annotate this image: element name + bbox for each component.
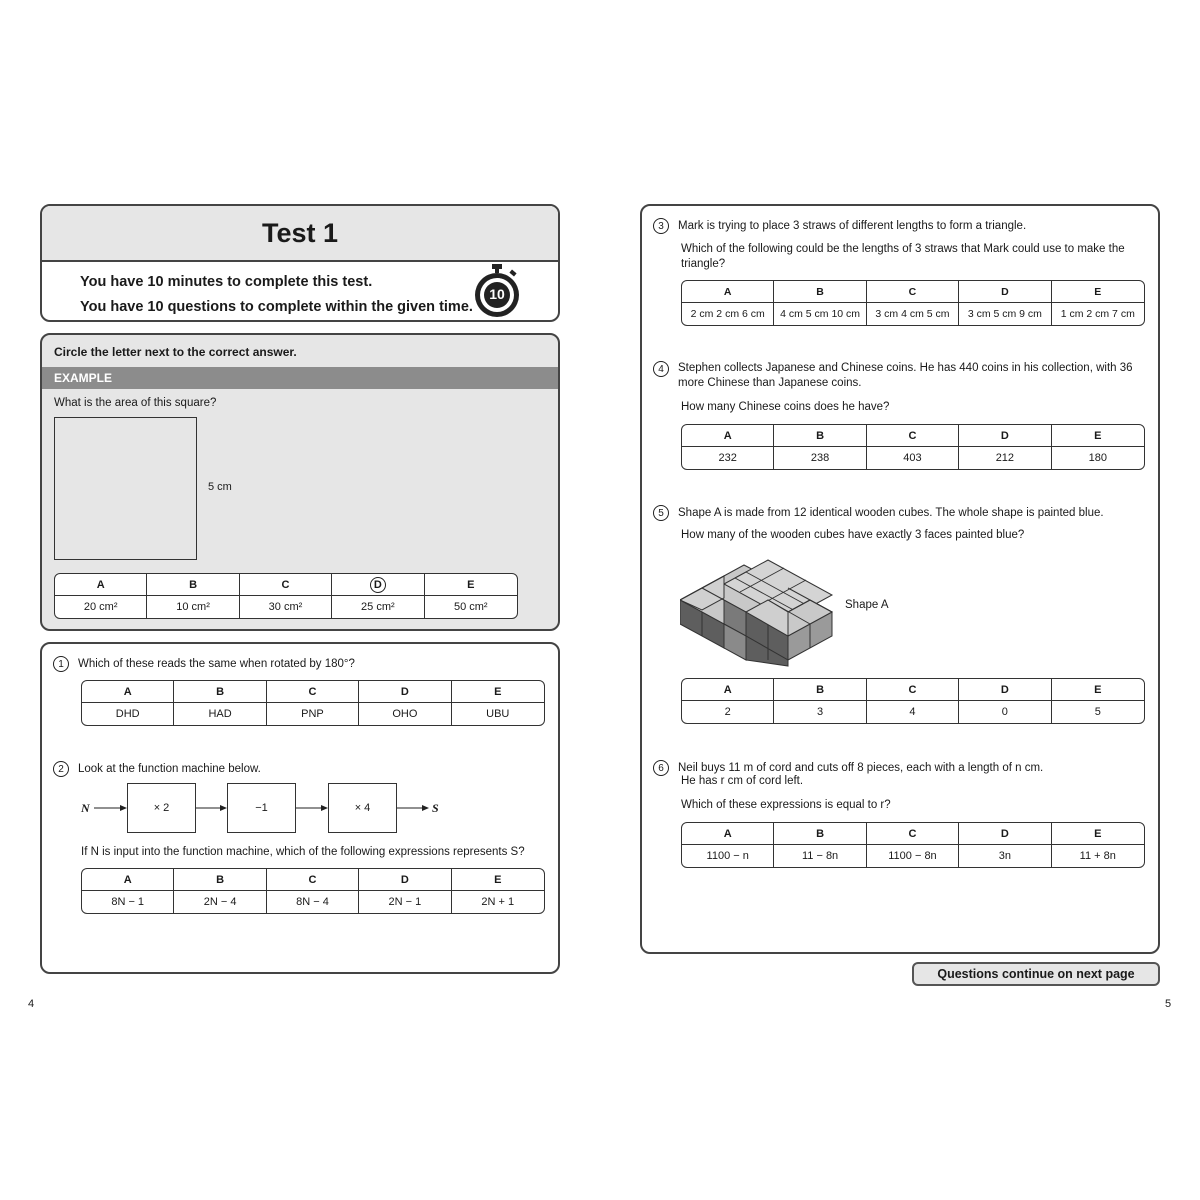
question-number: 1: [53, 656, 69, 672]
answer-letter[interactable]: C: [240, 574, 332, 596]
answer-letter[interactable]: E: [1052, 823, 1144, 845]
answer-value: 4: [867, 701, 959, 723]
question-6: [653, 760, 1043, 776]
question-text: Neil buys 11 m of cord and cuts off 8 pieces, each with a length of n cm.: [678, 762, 1044, 775]
answer-value: 232: [682, 447, 774, 469]
question-number: 4: [653, 361, 669, 377]
continue-banner: Questions continue on next page: [912, 962, 1160, 986]
question-4: [653, 361, 1153, 391]
q3-answer-table: [681, 280, 1145, 326]
question-number: 2: [53, 761, 69, 777]
answer-value: 403: [867, 447, 959, 469]
answer-letter[interactable]: D: [959, 823, 1051, 845]
answer-letter[interactable]: E: [452, 869, 544, 891]
answer-letter[interactable]: D: [959, 679, 1051, 701]
answer-letter[interactable]: B: [774, 281, 866, 303]
machine-step-1: × 2: [127, 783, 196, 833]
answer-letter[interactable]: B: [147, 574, 239, 596]
answer-value: PNP: [267, 703, 359, 725]
cube-shape-diagram: [680, 552, 840, 668]
square-diagram: [54, 417, 197, 560]
answer-letter[interactable]: B: [774, 679, 866, 701]
question-3-prompt: Which of the following could be the lengths of 3 straws that Mark could use to make the triangle?: [681, 243, 1125, 270]
question-number: 3: [653, 218, 669, 234]
instruction-text: Circle the letter next to the correct answer.: [54, 345, 297, 359]
question-2-prompt: If N is input into the function machine, which of the following expressions represents S?: [81, 846, 525, 858]
question-5-prompt: How many of the wooden cubes have exactly 3 faces painted blue?: [681, 529, 1025, 541]
example-question: What is the area of this square?: [54, 397, 217, 409]
answer-letter[interactable]: C: [867, 679, 959, 701]
answer-letter[interactable]: E: [1052, 281, 1144, 303]
answer-letter[interactable]: A: [82, 869, 174, 891]
page-number-right: 5: [1165, 998, 1172, 1010]
example-answer-table: [54, 573, 518, 619]
q2-answer-table: [81, 868, 545, 914]
answer-letter[interactable]: D: [359, 869, 451, 891]
q4-answer-table: [681, 424, 1145, 470]
answer-letter[interactable]: B: [774, 425, 866, 447]
question-text: Shape A is made from 12 identical wooden cubes. The whole shape is painted blue.: [678, 507, 1104, 520]
answer-letter[interactable]: D: [959, 425, 1051, 447]
answer-letter[interactable]: A: [682, 281, 774, 303]
machine-step-3: × 4: [328, 783, 397, 833]
question-count-instruction: You have 10 questions to complete within the given time.: [80, 299, 473, 315]
answer-letter[interactable]: C: [867, 425, 959, 447]
answer-letter[interactable]: B: [174, 681, 266, 703]
answer-letter-circled[interactable]: [332, 574, 424, 596]
answer-value: 50 cm²: [453, 601, 488, 613]
timer-value: 10: [489, 286, 505, 302]
answer-value: UBU: [486, 708, 510, 720]
question-6-line2: He has r cm of cord left.: [681, 775, 804, 787]
question-3: [653, 218, 1026, 234]
answer-letter[interactable]: E: [452, 681, 544, 703]
question-text: Stephen collects Japanese and Chinese coins. He has 440 coins in his collection, with 36 more Chinese than Japanese coins.: [678, 362, 1133, 389]
answer-value: 2N − 1: [359, 891, 451, 913]
answer-value: 11 − 8n: [774, 845, 866, 867]
answer-value: 20 cm²: [55, 596, 147, 618]
shape-label: Shape A: [845, 599, 889, 611]
answer-letter[interactable]: D: [959, 281, 1051, 303]
circled-answer: D: [370, 577, 386, 593]
answer-letter[interactable]: A: [682, 823, 774, 845]
answer-value: 8N − 1: [82, 891, 174, 913]
machine-output: S: [432, 801, 439, 815]
answer-value: 3 cm 5 cm 9 cm: [959, 303, 1051, 325]
page-number-left: 4: [28, 998, 35, 1010]
q6-answer-table: [681, 822, 1145, 868]
machine-input: N: [81, 801, 90, 815]
answer-letter[interactable]: C: [867, 281, 959, 303]
square-side-label: 5 cm: [208, 481, 232, 493]
question-number: 5: [653, 505, 669, 521]
answer-value: 5: [1094, 706, 1101, 718]
answer-letter[interactable]: D: [359, 681, 451, 703]
answer-letter[interactable]: B: [174, 869, 266, 891]
answer-letter[interactable]: E: [425, 574, 517, 596]
answer-value: 3: [774, 701, 866, 723]
question-2: [53, 761, 261, 777]
answer-letter[interactable]: E: [1052, 425, 1144, 447]
answer-value: 180: [1088, 452, 1107, 464]
answer-value: 1 cm 2 cm 7 cm: [1060, 308, 1135, 320]
answer-letter[interactable]: C: [267, 681, 359, 703]
answer-letter[interactable]: B: [774, 823, 866, 845]
question-1: [53, 656, 355, 672]
answer-value: 2: [682, 701, 774, 723]
test-title: Test 1: [42, 206, 558, 262]
answer-value: 8N − 4: [267, 891, 359, 913]
example-bar: EXAMPLE: [42, 367, 558, 389]
machine-step-2: −1: [227, 783, 296, 833]
answer-letter[interactable]: C: [267, 869, 359, 891]
answer-letter[interactable]: A: [55, 574, 147, 596]
answer-value: 212: [959, 447, 1051, 469]
answer-value: 1100 − n: [682, 845, 774, 867]
answer-letter[interactable]: A: [682, 679, 774, 701]
answer-letter[interactable]: A: [82, 681, 174, 703]
question-text: Look at the function machine below.: [78, 763, 261, 776]
answer-value: DHD: [82, 703, 174, 725]
answer-value: 11 + 8n: [1079, 850, 1116, 862]
question-4-prompt: How many Chinese coins does he have?: [681, 401, 890, 413]
answer-value: 3n: [959, 845, 1051, 867]
answer-value: 30 cm²: [240, 596, 332, 618]
stopwatch-icon: [472, 264, 522, 322]
answer-value: 2N − 4: [174, 891, 266, 913]
example-panel: [40, 333, 560, 631]
test-header: [40, 204, 560, 322]
time-instruction: You have 10 minutes to complete this test.: [80, 274, 373, 290]
question-number: 6: [653, 760, 669, 776]
answer-letter[interactable]: C: [867, 823, 959, 845]
answer-letter[interactable]: E: [1052, 679, 1144, 701]
answer-value: 2N + 1: [481, 896, 515, 908]
answer-value: 238: [774, 447, 866, 469]
answer-value: 3 cm 4 cm 5 cm: [867, 303, 959, 325]
answer-value: OHO: [359, 703, 451, 725]
answer-value: HAD: [174, 703, 266, 725]
answer-value: 4 cm 5 cm 10 cm: [774, 303, 866, 325]
q5-answer-table: [681, 678, 1145, 724]
answer-value: 0: [959, 701, 1051, 723]
question-text: Which of these reads the same when rotated by 180°?: [78, 658, 355, 671]
question-text: Mark is trying to place 3 straws of different lengths to form a triangle.: [678, 220, 1027, 233]
question-5: [653, 505, 1104, 521]
answer-value: 10 cm²: [147, 596, 239, 618]
answer-value: 2 cm 2 cm 6 cm: [682, 303, 774, 325]
question-6-prompt: Which of these expressions is equal to r?: [681, 799, 891, 811]
answer-letter[interactable]: A: [682, 425, 774, 447]
q1-answer-table: [81, 680, 545, 726]
answer-value: 25 cm²: [332, 596, 424, 618]
answer-value: 1100 − 8n: [867, 845, 959, 867]
